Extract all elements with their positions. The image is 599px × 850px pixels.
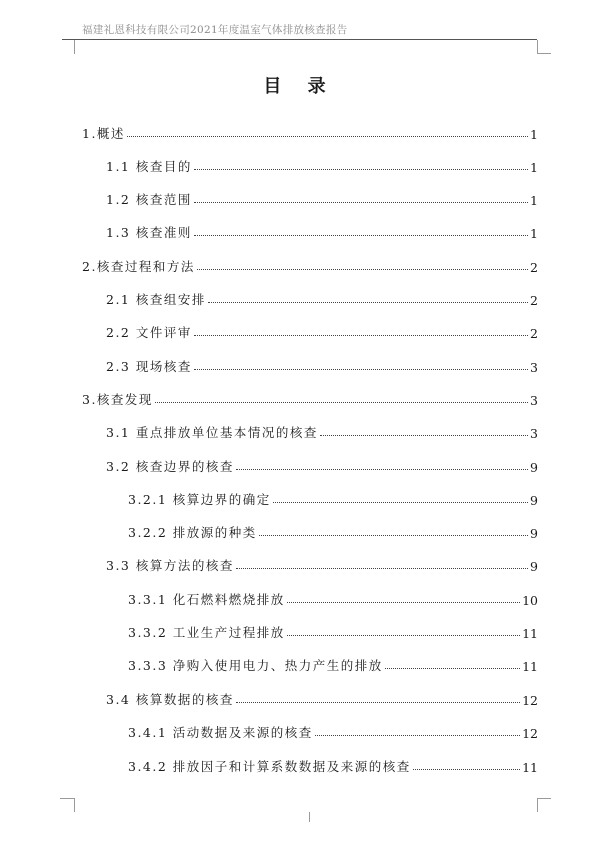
crop-mark-bottom-right <box>537 798 552 812</box>
toc-entry-page: 11 <box>522 626 538 641</box>
toc-entry[interactable] <box>82 386 538 408</box>
toc-entry-label: 3.3 核算方法的核查 <box>106 558 234 573</box>
toc-entry[interactable] <box>82 153 538 175</box>
toc-entry-label: 3.2.1 核算边界的确定 <box>128 492 271 507</box>
toc-entry[interactable] <box>82 619 538 641</box>
toc-entry-page: 12 <box>522 693 538 708</box>
toc-entry-label: 3.4.2 排放因子和计算系数数据及来源的核查 <box>128 759 411 774</box>
toc-entry-page: 11 <box>522 760 538 775</box>
crop-mark-bottom-right-h <box>537 798 551 799</box>
toc-leader-dots <box>315 735 520 736</box>
toc-entry-label: 1.1 核查目的 <box>106 159 192 174</box>
toc-entry-page: 1 <box>530 127 538 142</box>
toc-entry-page: 12 <box>522 726 538 741</box>
toc-leader-dots <box>236 568 528 569</box>
toc-entry-label: 2.3 现场核查 <box>106 359 192 374</box>
toc-entry-page: 9 <box>530 460 538 475</box>
toc-entry[interactable] <box>82 253 538 275</box>
toc-leader-dots <box>273 502 528 503</box>
toc-entry[interactable] <box>82 219 538 241</box>
crop-mark-top-right <box>537 40 552 54</box>
toc-leader-dots <box>236 702 520 703</box>
toc-leader-dots <box>287 635 520 636</box>
toc-entry-label: 3.核查发现 <box>82 392 153 407</box>
toc-entry[interactable] <box>82 419 538 441</box>
toc-entry[interactable] <box>82 120 538 142</box>
toc-entry[interactable] <box>82 686 538 708</box>
toc-leader-dots <box>197 269 528 270</box>
toc-entry-label: 3.3.1 化石燃料燃烧排放 <box>128 592 285 607</box>
crop-mark-top-left <box>60 40 75 54</box>
toc-entry-label: 3.2 核查边界的核查 <box>106 459 234 474</box>
toc-entry-page: 1 <box>530 193 538 208</box>
toc-entry-label: 2.1 核查组安排 <box>106 292 206 307</box>
toc-entry[interactable] <box>82 186 538 208</box>
toc-leader-dots <box>155 402 528 403</box>
toc-leader-dots <box>194 169 528 170</box>
toc-entry-label: 1.概述 <box>82 126 125 141</box>
toc-entry-label: 1.2 核查范围 <box>106 192 192 207</box>
toc-title: 目 录 <box>263 76 336 97</box>
toc-entry[interactable] <box>82 453 538 475</box>
toc-entry[interactable] <box>82 319 538 341</box>
toc-entry[interactable] <box>82 486 538 508</box>
crop-mark-top-right-h <box>537 53 551 54</box>
toc-leader-dots <box>320 435 528 436</box>
toc-entry-page: 3 <box>530 393 538 408</box>
toc-leader-dots <box>385 668 520 669</box>
toc-leader-dots <box>236 469 528 470</box>
toc-entry[interactable] <box>82 586 538 608</box>
toc-entry[interactable] <box>82 652 538 674</box>
page-header: 福建礼恩科技有限公司2021年度温室气体排放核查报告 <box>82 24 348 36</box>
toc-entry-label: 2.核查过程和方法 <box>82 259 195 274</box>
toc-entry-label: 3.1 重点排放单位基本情况的核查 <box>106 425 318 440</box>
toc-entry-page: 3 <box>530 426 538 441</box>
toc-entry-label: 2.2 文件评审 <box>106 325 192 340</box>
crop-mark-bottom-left <box>60 798 75 812</box>
toc-leader-dots <box>194 235 528 236</box>
header-rule <box>62 39 537 40</box>
toc-leader-dots <box>194 335 528 336</box>
toc-entry-page: 1 <box>530 226 538 241</box>
footer-mark <box>309 812 310 822</box>
toc-entry-page: 9 <box>530 559 538 574</box>
toc-entry[interactable] <box>82 353 538 375</box>
toc-entry-label: 3.4 核算数据的核查 <box>106 692 234 707</box>
toc-entry-page: 1 <box>530 160 538 175</box>
toc-entry[interactable] <box>82 552 538 574</box>
toc-entry-page: 3 <box>530 360 538 375</box>
toc-entry-label: 3.3.2 工业生产过程排放 <box>128 625 285 640</box>
toc-entry-page: 2 <box>530 293 538 308</box>
toc-entry-page: 9 <box>530 493 538 508</box>
toc-entry-label: 3.2.2 排放源的种类 <box>128 525 257 540</box>
toc-entry-label: 1.3 核查准则 <box>106 225 192 240</box>
toc-leader-dots <box>194 202 528 203</box>
toc-entry[interactable] <box>82 719 538 741</box>
toc-entry-label: 3.4.1 活动数据及来源的核查 <box>128 725 313 740</box>
toc-entry-page: 10 <box>522 593 538 608</box>
toc-entry-page: 2 <box>530 326 538 341</box>
toc-entry[interactable] <box>82 519 538 541</box>
toc-leader-dots <box>208 302 528 303</box>
toc-leader-dots <box>194 369 528 370</box>
toc-entry-page: 11 <box>522 659 538 674</box>
toc-entry[interactable] <box>82 753 538 775</box>
crop-mark-bottom-left-h <box>60 798 74 799</box>
toc-leader-dots <box>127 136 528 137</box>
toc-leader-dots <box>287 602 520 603</box>
toc-entry-page: 2 <box>530 260 538 275</box>
toc-entry-page: 9 <box>530 526 538 541</box>
toc-leader-dots <box>259 535 528 536</box>
toc-leader-dots <box>413 769 520 770</box>
toc-entry[interactable] <box>82 286 538 308</box>
toc-entry-label: 3.3.3 净购入使用电力、热力产生的排放 <box>128 658 383 673</box>
